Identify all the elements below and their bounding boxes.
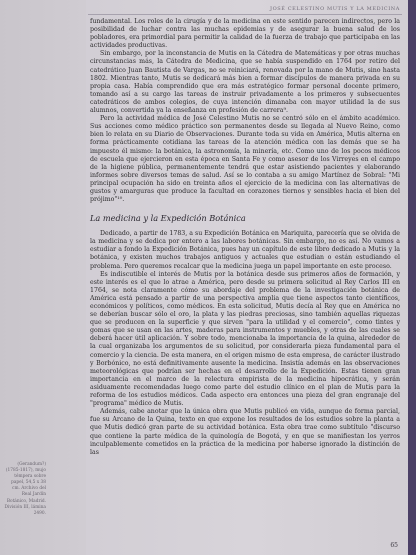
figure-caption: (Gerandum?) (1785-1817), mujo témpera sobre papel, 54,5 x 38 cm. Archivo del Real Jardín Botánico, Madrid. División III, lámina 2490. bbox=[4, 462, 46, 516]
paragraph: Pero la actividad médica de José Celestino Mutis no se centró sólo en el ámbito académico. Sus acciones como médico práctico son permanentes desde su llegada al Nuevo Reino, como bien lo relata en su Diario de Observaciones. Durante toda su vida en América, Mutis alterna en forma prácticamente cotidiana las tareas de la atención médica con las demás que se ha impuesto él mismo: la botánica, la astronomía, la minería, etc. Como uno de los pocos médicos de escuela que ejercieron en esta época en Santa Fe y como asesor de los Virreyes en el campo de la higiene pública, permanentemente tendrá que estar asistiendo pacientes y elaborando informes sobre diversos temas de salud. Así se lo contaba a su amigo Martínez de Sobral: "Mi principal ocupación ha sido en treinta años el ejercicio de la medicina con las alternativas de gustos y amarguras que produce la facultad en corazones tiernos y sensibles hacia el bien del prójimo"¹⁰. bbox=[90, 115, 400, 204]
left-margin-sidebar bbox=[0, 0, 86, 555]
paragraph: Es indiscutible el interés de Mutis por la botánica desde sus primeros años de formación, y este interés es el que lo atrae a América, pero desde su primera solicitud al Rey Carlos III en 1764, se nota claramente cómo su abordaje del problema de la investigación botánica de América está pensado a partir de una perspectiva amplia que tiene aspectos tanto científicos, económicos y políticos, como médicos. En esta solicitud, Mutis decía al Rey que en América no se deberían buscar sólo el oro, la plata y las piedras preciosas, sino también aquellas riquezas que se producen en la superficie y que sirven "para la utilidad y el comercio", como tintes y gomas que se usan en las artes, maderas para instrumentos y muebles, y otras de las cuales se deberá hacer útil aplicación. Y sobre todo, mencionaba la importancia de la quina, alrededor de la cual organizaba los argumentos de su solicitud, por considerarla pieza fundamental para el comercio y la ciencia. De esta manera, en el origen mismo de esta empresa, de carácter ilustrado y Borbónico, no está definitivamente ausente la medicina. Insistía además en las observaciones meteorológicas que podrían ser hechas en el desarrollo de la Expedición. Estas tienen gran importancia en el marco de la relectura empirista de la medicina hipocrática, y serán asiduamente recomendadas luego como parte del estudio clínico en el plan de Mutis para la reforma de los estudios médicos. Cada aspecto era entonces una pieza del gran engranaje del "programa" médico de Mutis. bbox=[90, 270, 400, 408]
paragraph: Además, cabe anotar que la única obra que Mutis publicó en vida, aunque de forma parcial, fue su Arcano de la Quina, texto en que expone los resultados de los estudios sobre la planta a que Mutis dedicó gran parte de su actividad botánica. Esta obra trae como subtítulo "discurso que contiene la parte médica de la quinología de Bogotá, y en que se manifiestan los yerros inculpablemente cometidos en la práctica de la medicina por haberse ignorado la distinción de las bbox=[90, 408, 400, 456]
page-number: 65 bbox=[390, 542, 398, 549]
section-heading: La medicina y la Expedición Botánica bbox=[90, 213, 246, 224]
paragraph: fundamental. Los roles de la cirugía y de la medicina en este sentido parecen indirectos, pero la posibilidad de luchar contra las muchas epidemias y de asegurar la buena salud de los pobladores, era primordial para permitir la calidad de la fuerza de trabajo que participaba en las actividades productivas. bbox=[90, 18, 400, 50]
paragraph: Sin embargo, por la inconstancia de Mutis en la Cátedra de Matemáticas y por otras muchas circunstancias más, la Cátedra de Medicina, que se había suspendido en 1764 por retiro del catedrático Juan Bautista de Vargas, no se reiniciará, renovada por la mano de Mutis, sino hasta 1802. Mientras tanto, Mutis se dedicará más bien a formar discípulos de manera privada en su propia casa. Había comprendido que era más estratégico formar personal docente primero, tomando así a su cargo las tareas de instruir privadamente a los primeros y subsecuentes catedráticos de ambos colegios, de cuya intención dimanaba con mayor utilidad la de sus alumnos, convertida ya la enseñanza en profesión de carrera⁹. bbox=[90, 50, 400, 115]
main-text-column bbox=[90, 18, 400, 457]
page-edge-band bbox=[408, 0, 416, 555]
header-rule bbox=[88, 14, 402, 15]
running-header: JOSÉ CELESTINO MUTIS Y LA MEDICINA bbox=[269, 6, 400, 12]
paragraph: Dedicado, a partir de 1783, a su Expedición Botánica en Mariquita, parecería que se olvida de la medicina y se dedica por entero a las labores botánicas. Sin embargo, no es así. No vamos a estudiar a fondo la Expedición Botánica, pues hay un capítulo de este libro dedicado a Mutis y la botánica, y existen muchos trabajos antiguos y actuales que estudian o están estudiando el problema. Pero queremos recalcar que la medicina juega un papel importante en este proceso. bbox=[90, 230, 400, 270]
